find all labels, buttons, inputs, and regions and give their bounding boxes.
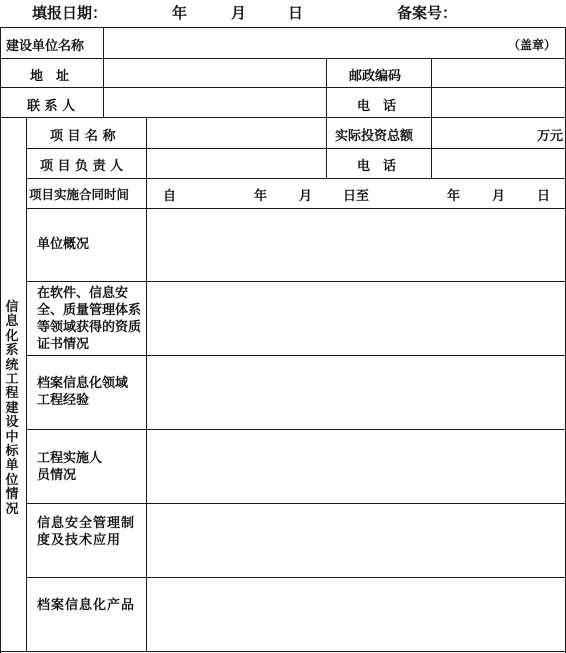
actual-investment-label: 实际投资总额 bbox=[335, 129, 414, 144]
project-name-label: 项 目 名 称 bbox=[50, 129, 116, 144]
registration-form-table bbox=[0, 27, 566, 653]
contact-person-field[interactable] bbox=[105, 89, 325, 116]
fill-date-label: 填报日期： bbox=[32, 4, 108, 22]
contract-end-month: 月 bbox=[492, 189, 506, 204]
contract-day-to: 日至 bbox=[343, 189, 370, 204]
record-number-label: 备案号： bbox=[397, 4, 458, 22]
phone-label: 电 话 bbox=[357, 99, 397, 114]
unit-overview-field[interactable] bbox=[148, 210, 564, 280]
contract-start-year: 年 bbox=[254, 189, 268, 204]
unit-overview-label: 单位概况 bbox=[37, 237, 90, 252]
table-rule bbox=[326, 58, 327, 117]
project-leader-field[interactable] bbox=[148, 150, 325, 177]
fill-date-month: 月 bbox=[231, 4, 247, 22]
leader-phone-field[interactable] bbox=[433, 150, 564, 177]
archive-products-label: 档案信息化产品 bbox=[37, 598, 136, 613]
contract-time-label: 项目实施合同时间 bbox=[29, 187, 130, 202]
table-rule bbox=[26, 178, 566, 179]
archive-experience-field[interactable] bbox=[148, 357, 564, 428]
table-rule bbox=[326, 117, 327, 178]
investment-unit: 万元 bbox=[537, 129, 564, 144]
phone-field[interactable] bbox=[433, 89, 564, 116]
archive-experience-label: 档案信息化领域工程经验 bbox=[37, 376, 129, 408]
contract-end-year: 年 bbox=[447, 189, 461, 204]
table-rule bbox=[0, 651, 566, 652]
implementation-staff-label: 工程实施人员情况 bbox=[37, 451, 103, 483]
security-management-label: 信息安全管理制度及技术应用 bbox=[37, 516, 136, 548]
contract-end-day: 日 bbox=[537, 189, 551, 204]
implementation-staff-field[interactable] bbox=[148, 431, 564, 502]
certificates-label: 在软件、信息安全、质量管理体系等领域获得的资质证书情况 bbox=[37, 286, 142, 352]
project-leader-label: 项 目 负 责 人 bbox=[40, 159, 124, 174]
address-label: 地 址 bbox=[30, 69, 70, 84]
form-header bbox=[0, 0, 566, 27]
project-name-field[interactable] bbox=[148, 119, 325, 147]
leader-phone-label: 电 话 bbox=[357, 159, 397, 174]
table-rule bbox=[26, 117, 27, 651]
fill-date-day: 日 bbox=[288, 4, 304, 22]
seal-note: （盖章） bbox=[508, 38, 557, 52]
contract-from: 自 bbox=[163, 189, 177, 204]
actual-investment-field[interactable] bbox=[433, 119, 533, 147]
postcode-label: 邮政编码 bbox=[349, 69, 402, 84]
address-field[interactable] bbox=[105, 60, 325, 86]
contact-person-label: 联 系 人 bbox=[27, 99, 76, 114]
fill-date-year: 年 bbox=[172, 4, 188, 22]
certificates-field[interactable] bbox=[148, 283, 564, 354]
section-side-title: 信息化系统工程建设中标单位情况 bbox=[5, 300, 19, 517]
postcode-field[interactable] bbox=[433, 60, 564, 86]
unit-name-field[interactable] bbox=[105, 29, 515, 57]
contract-start-month: 月 bbox=[299, 189, 313, 204]
archive-products-field[interactable] bbox=[148, 579, 564, 650]
security-management-field[interactable] bbox=[148, 505, 564, 576]
unit-name-label: 建设单位名称 bbox=[6, 39, 85, 54]
